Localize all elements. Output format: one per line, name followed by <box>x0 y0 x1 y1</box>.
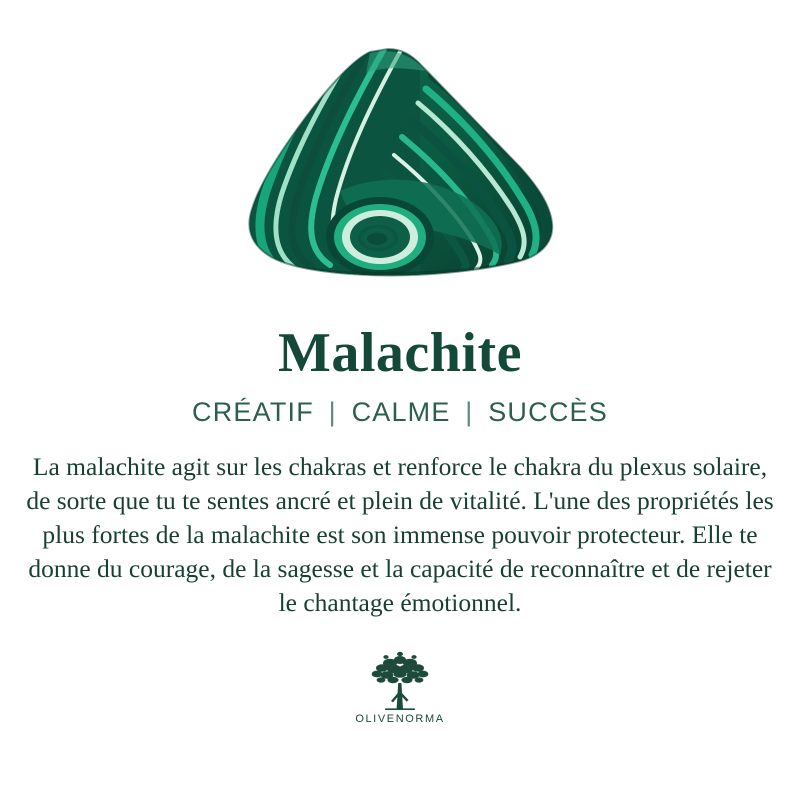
keyword-item-2: CALME <box>351 396 451 427</box>
brand-name: OLIVENORMA <box>355 712 445 725</box>
keyword-separator-2: | <box>465 396 474 427</box>
keyword-item-3: SUCCÈS <box>488 396 608 427</box>
description-text: La malachite agit sur les chakras et renforce le chakra du plexus solaire, de sorte que tu te sentes ancré et plein de vitalité. L'une des propriétés les plus fortes de la malachite est son immense pouvoir protecteur. Elle te donne du courage, de la sagesse et la capacité de reconnaître et de rejeter le chantage émotionnel. <box>26 451 774 618</box>
olive-tree-icon <box>363 647 437 711</box>
keyword-item-1: CRÉATIF <box>192 396 314 427</box>
brand-logo <box>325 647 475 725</box>
stone-image-container <box>190 26 610 306</box>
malachite-stone-image <box>220 41 580 291</box>
keyword-separator-1: | <box>328 396 337 427</box>
page-title: Malachite <box>278 322 522 384</box>
keyword-list <box>192 397 608 428</box>
